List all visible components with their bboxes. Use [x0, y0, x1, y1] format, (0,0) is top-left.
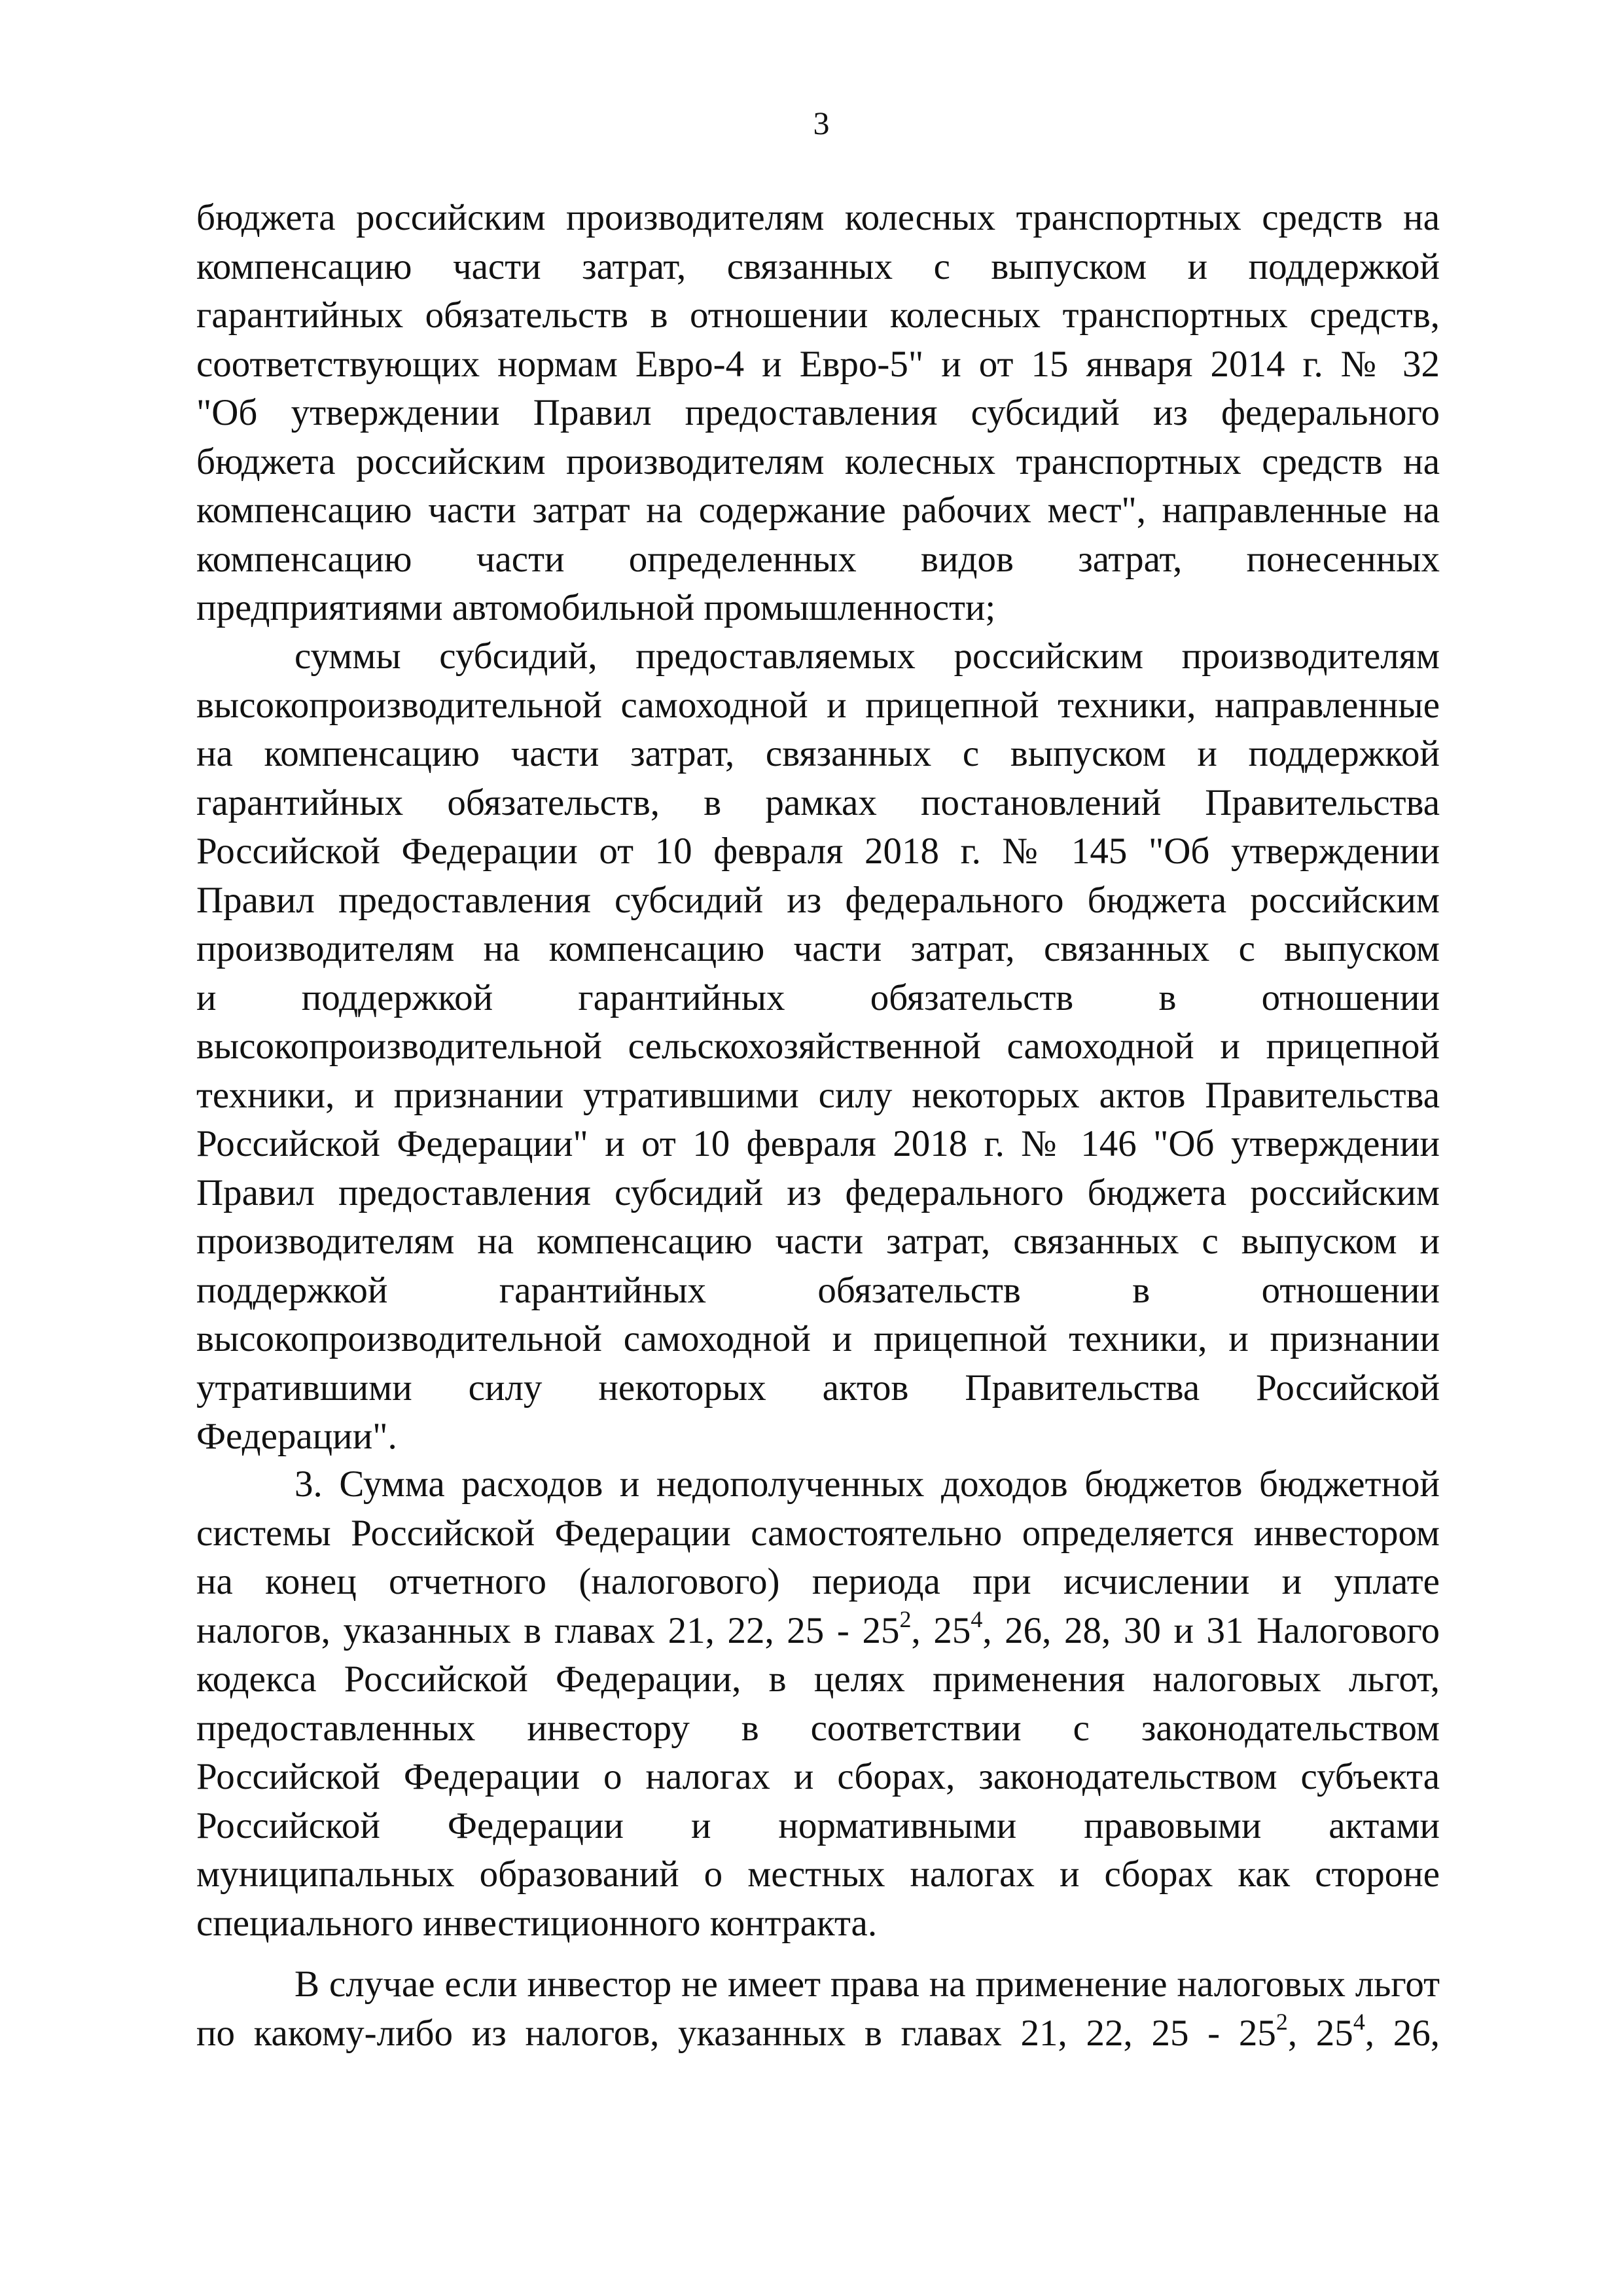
- text-line: предоставленных инвестору в соответствии с законодательством: [196, 1707, 1440, 1749]
- text-line: поддержкой гарантийных обязательств в отношении: [196, 1269, 1440, 1311]
- text-fragment: , 26,: [1364, 2012, 1440, 2054]
- text-line: Правил предоставления субсидий из федерального бюджета российским: [196, 1172, 1440, 1213]
- text-line: бюджета российским производителям колесных транспортных средств на: [196, 197, 1440, 238]
- text-line-with-superscripts: [196, 1607, 1440, 1656]
- superscript: 2: [1275, 2008, 1288, 2035]
- superscript: 2: [899, 1605, 912, 1632]
- text-line: муниципальных образований о местных налогах и сборах как стороне: [196, 1854, 1440, 1895]
- text-fragment: , 25: [1287, 2012, 1353, 2054]
- text-line: предприятиями автомобильной промышленности;: [196, 587, 996, 628]
- text-line: кодекса Российской Федерации, в целях применения налоговых льгот,: [196, 1659, 1440, 1700]
- text-line: компенсацию части затрат, связанных с выпуском и поддержкой: [196, 245, 1440, 287]
- text-line: высокопроизводительной сельскохозяйственной самоходной и прицепной: [196, 1026, 1440, 1067]
- text-line: высокопроизводительной самоходной и прицепной техники, и признании: [196, 1318, 1440, 1359]
- text-line: утратившими силу некоторых актов Правительства Российской: [196, 1367, 1440, 1408]
- text-line: суммы субсидий, предоставляемых российским производителям: [294, 636, 1440, 677]
- text-line: Правил предоставления субсидий из федерального бюджета российским: [196, 879, 1440, 921]
- superscript: 4: [971, 1605, 983, 1632]
- text-fragment: , 25: [911, 1609, 971, 1651]
- text-fragment: налогов, указанных в главах 21, 22, 25 - 25: [196, 1609, 900, 1651]
- text-line: Российской Федерации и нормативными правовыми актами: [196, 1804, 1440, 1846]
- text-line: и поддержкой гарантийных обязательств в отношении: [196, 977, 1440, 1018]
- text-line-with-superscripts: [196, 2009, 1440, 2058]
- text-line: высокопроизводительной самоходной и прицепной техники, направленные: [196, 684, 1440, 726]
- text-line: В случае если инвестор не имеет права на применение налоговых льгот: [294, 1964, 1440, 2005]
- text-line: 3. Сумма расходов и недополученных доходов бюджетов бюджетной: [294, 1463, 1440, 1505]
- paragraph-1: [196, 194, 1440, 633]
- text-fragment: , 26, 28, 30 и 31 Налогового: [982, 1609, 1440, 1651]
- text-line: "Об утверждении Правил предоставления субсидий из федерального: [196, 392, 1440, 433]
- paragraph-2: [196, 632, 1440, 1462]
- paragraph-3: [196, 1460, 1440, 1948]
- text-line: Российской Федерации о налогах и сборах, законодательством субъекта: [196, 1756, 1440, 1797]
- text-line: Федерации".: [196, 1416, 397, 1457]
- text-line: специального инвестиционного контракта.: [196, 1902, 878, 1944]
- text-line: бюджета российским производителям колесных транспортных средств на: [196, 440, 1440, 482]
- page-number: 3: [813, 105, 830, 141]
- text-line: системы Российской Федерации самостоятельно определяется инвестором: [196, 1512, 1440, 1554]
- text-line: на компенсацию части затрат, связанных с выпуском и поддержкой: [196, 733, 1440, 774]
- text-line: на конец отчетного (налогового) периода при исчислении и уплате: [196, 1561, 1440, 1602]
- text-line: Российской Федерации" и от 10 февраля 2018 г. № 146 "Об утверждении: [196, 1123, 1440, 1164]
- text-line: производителям на компенсацию части затрат, связанных с выпуском и: [196, 1221, 1440, 1262]
- text-fragment: по какому-либо из налогов, указанных в главах 21, 22, 25 - 25: [196, 2012, 1276, 2054]
- text-line: производителям на компенсацию части затрат, связанных с выпуском: [196, 928, 1440, 969]
- text-line: Российской Федерации от 10 февраля 2018 г. № 145 "Об утверждении: [196, 831, 1440, 872]
- text-line: соответствующих нормам Евро-4 и Евро-5" и от 15 января 2014 г. № 32: [196, 343, 1440, 385]
- paragraph-4: [196, 1960, 1440, 2058]
- text-line: компенсацию части затрат на содержание рабочих мест", направленные на: [196, 490, 1440, 531]
- text-line: техники, и признании утратившими силу некоторых актов Правительства: [196, 1074, 1440, 1116]
- text-line: гарантийных обязательств в отношении колесных транспортных средств,: [196, 295, 1440, 336]
- text-line: компенсацию части определенных видов затрат, понесенных: [196, 538, 1440, 580]
- superscript: 4: [1353, 2008, 1365, 2035]
- text-line: гарантийных обязательств, в рамках постановлений Правительства: [196, 781, 1440, 823]
